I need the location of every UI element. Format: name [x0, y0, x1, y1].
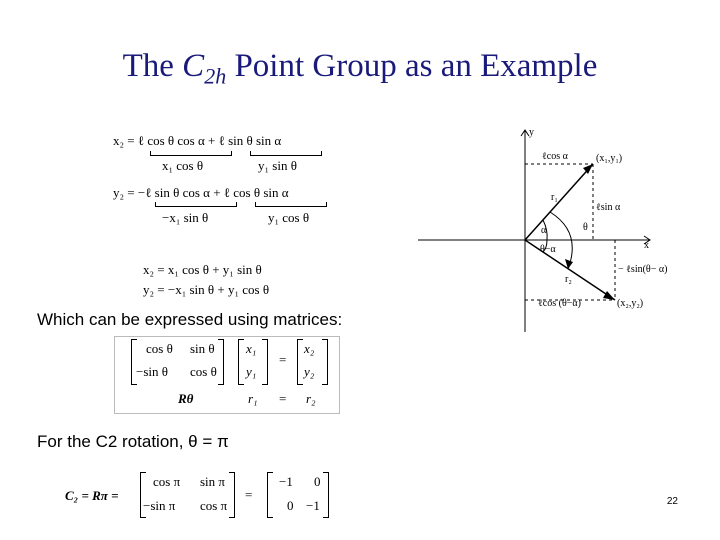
m2-bracket-right — [229, 472, 235, 518]
title-c: C — [182, 48, 205, 84]
eq-x2-under-right: y₁ sin θ — [258, 158, 297, 173]
m2-r1-c1: cos π — [153, 474, 181, 489]
m1-equals: = — [279, 352, 287, 367]
label-p1: (x₁,y₁) — [596, 153, 623, 164]
eq-y2-under-right: y₁ cos θ — [268, 210, 310, 225]
vec2-x2: x₂ — [304, 341, 315, 356]
matrices-intro-text: Which can be expressed using matrices: — [37, 310, 343, 329]
vec2-y2: y₂ — [304, 364, 315, 379]
title-prefix: The — [122, 48, 183, 84]
m1-r2-c2: cos θ — [190, 364, 217, 379]
m1-r2-c1: −sin θ — [136, 364, 168, 379]
m2-res-bracket-left — [267, 472, 273, 518]
m2-equals: = — [245, 487, 253, 502]
m2-r1-c2: sin π — [200, 474, 225, 489]
eq-sum-x2: x₂ = x₁ cos θ + y₁ sin θ — [143, 262, 262, 277]
brace-y2-left — [155, 202, 237, 207]
m1-r1-c2: sin θ — [190, 341, 215, 356]
label-theta-minus-alpha: θ−α — [540, 244, 556, 255]
m2-res-bracket-right — [323, 472, 329, 518]
label-r1: r₁ — [248, 391, 258, 406]
rotation-diagram — [410, 120, 690, 340]
label-r2: r₂ — [306, 391, 316, 406]
label-alpha: α — [541, 225, 547, 236]
label-p2: (x₂,y₂) — [617, 298, 644, 309]
label-theta: θ — [583, 222, 588, 233]
x-axis-label: x — [644, 240, 649, 251]
m2-res-r1-c1: −1 — [279, 474, 293, 489]
page-number: 22 — [666, 496, 678, 507]
eq-sum-y2: y₂ = −x₁ sin θ + y₁ cos θ — [143, 282, 270, 297]
slide-title — [0, 48, 720, 90]
vec1-y1: y₁ — [246, 364, 257, 379]
label-lsin-a: ℓsin α — [596, 202, 621, 213]
label-under-equals: = — [279, 391, 287, 406]
vec2-bracket-right — [322, 339, 328, 385]
title-subscript: 2h — [204, 63, 227, 89]
eq-y2-under-left: −x₁ sin θ — [162, 210, 209, 225]
label-lsin-ta: − ℓsin(θ− α) — [618, 264, 668, 275]
label-r2: r₂ — [565, 274, 572, 285]
vec1-x1: x₁ — [246, 341, 257, 356]
c2-rotation-text: For the C2 rotation, θ = π — [37, 432, 229, 451]
vec1-bracket-left — [238, 339, 244, 385]
eq-x2: x₂ = ℓ cos θ cos α + ℓ sin θ sin α — [113, 133, 282, 148]
m1-r1-c1: cos θ — [146, 341, 173, 356]
title-suffix: Point Group as an Example — [226, 48, 598, 84]
vec2-bracket-left — [297, 339, 303, 385]
brace-x2-right — [250, 151, 322, 156]
vec1-bracket-right — [262, 339, 268, 385]
matrix-bracket-right — [218, 339, 224, 385]
label-lcos-a: ℓcos α — [542, 151, 568, 162]
eq-y2: y₂ = −ℓ sin θ cos α + ℓ cos θ sin α — [113, 185, 289, 200]
m2-r2-c1: −sin π — [143, 498, 176, 513]
eq-x2-under-left: x₁ cos θ — [162, 158, 204, 173]
m2-res-r2-c2: −1 — [306, 498, 320, 513]
vector-r2 — [525, 240, 615, 300]
c2-lhs: C₂ = Rπ = — [65, 488, 119, 503]
brace-y2-right — [255, 202, 327, 207]
y-axis-label: y — [529, 127, 534, 138]
label-R-theta: Rθ — [178, 391, 194, 406]
m2-res-r2-c1: 0 — [287, 498, 294, 513]
label-lcos-ta: ℓcos (θ−α) — [538, 298, 581, 309]
label-r1: r₁ — [551, 192, 558, 203]
m2-res-r1-c2: 0 — [314, 474, 321, 489]
brace-x2-left — [150, 151, 232, 156]
m2-r2-c2: cos π — [200, 498, 228, 513]
